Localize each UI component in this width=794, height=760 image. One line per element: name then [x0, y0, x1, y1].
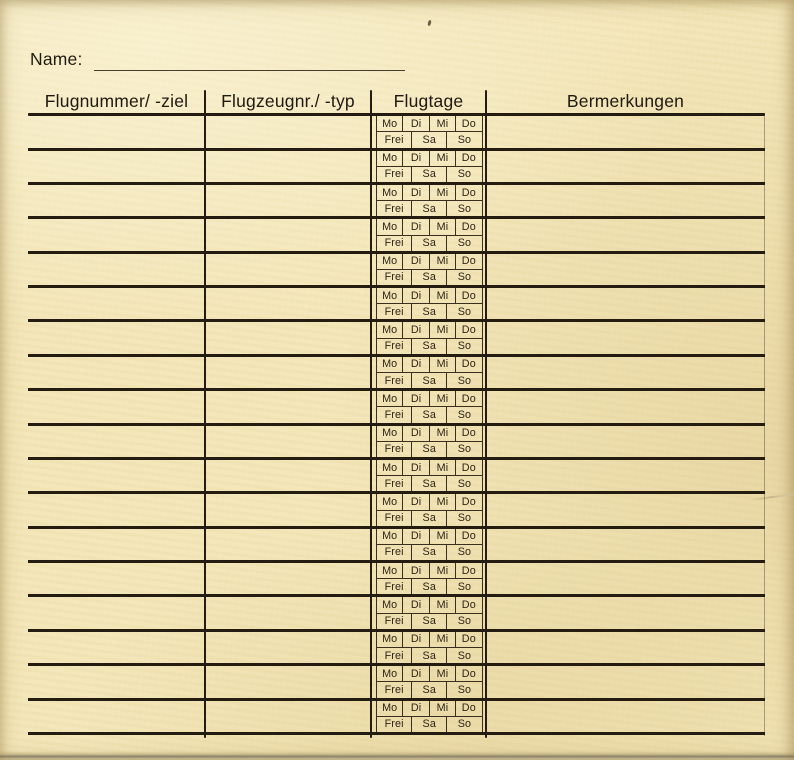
flugnummer-cell[interactable]	[28, 254, 205, 285]
day-do-cell[interactable]: Do	[461, 358, 476, 371]
day-di-cell[interactable]: Di	[403, 529, 429, 544]
day-do-cell[interactable]: Do	[461, 392, 476, 405]
flugnummer-cell[interactable]	[28, 288, 205, 319]
flugnummer-cell[interactable]	[28, 357, 205, 388]
day-so-cell[interactable]: So	[457, 443, 472, 456]
day-di-cell[interactable]: Di	[403, 391, 429, 406]
day-mi-cell[interactable]: Mi	[430, 597, 456, 612]
flugzeugnr-cell[interactable]	[205, 701, 371, 732]
weekday-row	[377, 219, 482, 235]
day-di-cell[interactable]: Di	[403, 185, 429, 200]
day-mo-cell[interactable]: Mo	[377, 357, 403, 372]
day-sa-cell[interactable]: Sa	[412, 304, 447, 319]
day-frei-cell[interactable]: Frei	[377, 304, 412, 319]
table-row	[28, 288, 765, 322]
paper-bottom-edge	[0, 751, 794, 760]
flugzeugnr-cell[interactable]	[205, 185, 371, 216]
day-mi-cell[interactable]: Mi	[430, 288, 456, 303]
weekend-row	[377, 579, 482, 594]
flugzeugnr-cell[interactable]	[205, 322, 371, 353]
weekday-row	[377, 632, 482, 648]
flugtage-grid	[376, 288, 483, 319]
weekend-row	[377, 236, 482, 251]
name-input-line[interactable]	[94, 52, 405, 71]
day-frei-cell[interactable]: Frei	[377, 614, 412, 629]
flugzeugnr-cell[interactable]	[205, 597, 371, 628]
day-mi-cell[interactable]: Mi	[430, 666, 456, 681]
day-do-cell[interactable]: Do	[461, 220, 476, 233]
weekday-row	[377, 185, 482, 201]
name-label: Name:	[30, 49, 83, 69]
flugnummer-cell[interactable]	[28, 391, 205, 422]
day-di-cell[interactable]: Di	[403, 151, 429, 166]
day-di-cell[interactable]: Di	[403, 460, 429, 475]
flugnummer-cell[interactable]	[28, 666, 205, 697]
weekend-row	[377, 476, 482, 491]
flugzeugnr-cell[interactable]	[205, 460, 371, 491]
day-mo-cell[interactable]: Mo	[377, 529, 403, 544]
day-so-cell[interactable]: So	[457, 340, 472, 353]
table-row	[28, 563, 765, 597]
day-mi-cell[interactable]: Mi	[430, 632, 456, 647]
day-frei-cell[interactable]: Frei	[377, 545, 412, 560]
weekday-row	[377, 426, 482, 442]
flugnummer-cell[interactable]	[28, 151, 205, 182]
day-frei-cell[interactable]: Frei	[377, 201, 412, 216]
day-di-cell[interactable]: Di	[403, 666, 429, 681]
day-di-cell[interactable]: Di	[403, 632, 429, 647]
day-mi-cell[interactable]: Mi	[430, 254, 456, 269]
day-do-cell[interactable]: Do	[461, 530, 476, 543]
flugtage-grid	[376, 597, 483, 628]
flugzeugnr-cell[interactable]	[205, 494, 371, 525]
day-do-cell[interactable]: Do	[461, 289, 476, 302]
flugzeugnr-cell[interactable]	[205, 288, 371, 319]
bemerkungen-cell[interactable]	[486, 357, 765, 388]
flugzeugnr-cell[interactable]	[205, 426, 371, 457]
day-mo-cell[interactable]: Mo	[377, 563, 403, 578]
day-so-cell[interactable]: So	[457, 477, 472, 490]
day-mi-cell[interactable]: Mi	[430, 391, 456, 406]
bemerkungen-cell[interactable]	[486, 666, 765, 697]
day-so-cell[interactable]: So	[457, 133, 472, 146]
day-mo-cell[interactable]: Mo	[377, 254, 403, 269]
day-sa-cell[interactable]: Sa	[412, 132, 447, 147]
day-frei-cell[interactable]: Frei	[377, 476, 412, 491]
day-mi-cell[interactable]: Mi	[430, 116, 456, 131]
weekend-row	[377, 270, 482, 285]
bemerkungen-cell[interactable]	[486, 563, 765, 594]
flugnummer-cell[interactable]	[28, 563, 205, 594]
day-do-cell[interactable]: Do	[461, 599, 476, 612]
table-row	[28, 357, 765, 391]
table-row	[28, 391, 765, 425]
day-di-cell[interactable]: Di	[403, 357, 429, 372]
flugtage-grid	[376, 391, 483, 422]
flugzeugnr-cell[interactable]	[205, 357, 371, 388]
bemerkungen-cell[interactable]	[486, 322, 765, 353]
weekday-row	[377, 322, 482, 338]
day-so-cell[interactable]: So	[457, 168, 472, 181]
bemerkungen-cell[interactable]	[486, 288, 765, 319]
flugtage-grid	[376, 219, 483, 250]
weekday-row	[377, 254, 482, 270]
flugzeugnr-cell[interactable]	[205, 529, 371, 560]
day-sa-cell[interactable]: Sa	[412, 648, 447, 663]
weekday-row	[377, 529, 482, 545]
day-so-cell[interactable]: So	[457, 615, 472, 628]
day-mi-cell[interactable]: Mi	[430, 701, 456, 716]
weekday-row	[377, 151, 482, 167]
day-mo-cell[interactable]: Mo	[377, 666, 403, 681]
flugtage-grid	[376, 460, 483, 491]
day-do-cell[interactable]: Do	[461, 117, 476, 130]
flugzeugnr-cell[interactable]	[205, 632, 371, 663]
weekend-row	[377, 201, 482, 216]
day-sa-cell[interactable]: Sa	[412, 579, 447, 594]
table-row	[28, 632, 765, 666]
day-frei-cell[interactable]: Frei	[377, 236, 412, 251]
day-sa-cell[interactable]: Sa	[412, 201, 447, 216]
weekday-row	[377, 666, 482, 682]
bemerkungen-cell[interactable]	[486, 494, 765, 525]
weekday-row	[377, 116, 482, 132]
day-do-cell[interactable]: Do	[461, 633, 476, 646]
day-sa-cell[interactable]: Sa	[412, 511, 447, 526]
flugtage-grid	[376, 116, 483, 147]
day-sa-cell[interactable]: Sa	[412, 442, 447, 457]
flugtage-grid	[376, 185, 483, 216]
weekend-row	[377, 682, 482, 697]
flugnummer-cell[interactable]	[28, 460, 205, 491]
day-mo-cell[interactable]: Mo	[377, 597, 403, 612]
flugzeugnr-cell[interactable]	[205, 116, 371, 147]
day-sa-cell[interactable]: Sa	[412, 167, 447, 182]
table-row	[28, 494, 765, 528]
day-di-cell[interactable]: Di	[403, 563, 429, 578]
bemerkungen-cell[interactable]	[486, 426, 765, 457]
day-do-cell[interactable]: Do	[461, 461, 476, 474]
table-row	[28, 460, 765, 494]
flugzeugnr-cell[interactable]	[205, 151, 371, 182]
day-mo-cell[interactable]: Mo	[377, 116, 403, 131]
weekend-row	[377, 407, 482, 422]
day-di-cell[interactable]: Di	[403, 494, 429, 509]
day-mo-cell[interactable]: Mo	[377, 322, 403, 337]
weekend-row	[377, 373, 482, 388]
day-sa-cell[interactable]: Sa	[412, 717, 447, 732]
day-frei-cell[interactable]: Frei	[377, 717, 412, 732]
weekend-row	[377, 442, 482, 457]
day-mi-cell[interactable]: Mi	[430, 563, 456, 578]
flugnummer-cell[interactable]	[28, 322, 205, 353]
day-mi-cell[interactable]: Mi	[430, 460, 456, 475]
weekday-row	[377, 357, 482, 373]
day-mo-cell[interactable]: Mo	[377, 185, 403, 200]
day-frei-cell[interactable]: Frei	[377, 442, 412, 457]
flugtage-grid	[376, 494, 483, 525]
flugnummer-cell[interactable]	[28, 632, 205, 663]
flugnummer-cell[interactable]	[28, 701, 205, 732]
day-do-cell[interactable]: Do	[461, 564, 476, 577]
day-mi-cell[interactable]: Mi	[430, 357, 456, 372]
day-mi-cell[interactable]: Mi	[430, 494, 456, 509]
table-row	[28, 116, 765, 150]
weekend-row	[377, 511, 482, 526]
day-so-cell[interactable]: So	[457, 374, 472, 387]
weekend-row	[377, 304, 482, 319]
day-so-cell[interactable]: So	[457, 305, 472, 318]
day-frei-cell[interactable]: Frei	[377, 579, 412, 594]
flugtage-grid	[376, 426, 483, 457]
flugtage-grid	[376, 357, 483, 388]
day-do-cell[interactable]: Do	[461, 702, 476, 715]
flugtage-grid	[376, 254, 483, 285]
day-sa-cell[interactable]: Sa	[412, 236, 447, 251]
day-di-cell[interactable]: Di	[403, 701, 429, 716]
day-mi-cell[interactable]: Mi	[430, 426, 456, 441]
flugzeugnr-cell[interactable]	[205, 391, 371, 422]
day-frei-cell[interactable]: Frei	[377, 511, 412, 526]
flugnummer-cell[interactable]	[28, 597, 205, 628]
day-mo-cell[interactable]: Mo	[377, 426, 403, 441]
bemerkungen-cell[interactable]	[486, 151, 765, 182]
flugtage-grid	[376, 701, 483, 732]
bemerkungen-cell[interactable]	[486, 460, 765, 491]
day-sa-cell[interactable]: Sa	[412, 339, 447, 354]
weekend-row	[377, 614, 482, 629]
day-sa-cell[interactable]: Sa	[412, 682, 447, 697]
day-di-cell[interactable]: Di	[403, 597, 429, 612]
day-so-cell[interactable]: So	[457, 683, 472, 696]
day-so-cell[interactable]: So	[457, 237, 472, 250]
flugnummer-cell[interactable]	[28, 219, 205, 250]
weekday-row	[377, 563, 482, 579]
flugnummer-cell[interactable]	[28, 116, 205, 147]
flugtage-grid	[376, 666, 483, 697]
day-do-cell[interactable]: Do	[461, 427, 476, 440]
weekday-row	[377, 288, 482, 304]
day-mo-cell[interactable]: Mo	[377, 494, 403, 509]
day-mo-cell[interactable]: Mo	[377, 391, 403, 406]
weekend-row	[377, 167, 482, 182]
day-di-cell[interactable]: Di	[403, 322, 429, 337]
day-mo-cell[interactable]: Mo	[377, 460, 403, 475]
day-so-cell[interactable]: So	[457, 546, 472, 559]
table-row	[28, 219, 765, 253]
day-do-cell[interactable]: Do	[461, 255, 476, 268]
day-frei-cell[interactable]: Frei	[377, 167, 412, 182]
weekday-row	[377, 494, 482, 510]
bemerkungen-cell[interactable]	[486, 391, 765, 422]
day-so-cell[interactable]: So	[457, 271, 472, 284]
flugzeugnr-cell[interactable]	[205, 219, 371, 250]
day-sa-cell[interactable]: Sa	[412, 476, 447, 491]
day-mi-cell[interactable]: Mi	[430, 185, 456, 200]
day-mo-cell[interactable]: Mo	[377, 701, 403, 716]
weekday-row	[377, 460, 482, 476]
day-so-cell[interactable]: So	[457, 580, 472, 593]
ink-speck	[427, 20, 431, 27]
weekend-row	[377, 132, 482, 147]
bemerkungen-cell[interactable]	[486, 219, 765, 250]
table-body	[28, 116, 765, 735]
day-mi-cell[interactable]: Mi	[430, 219, 456, 234]
flugtage-grid	[376, 563, 483, 594]
table-row	[28, 254, 765, 288]
day-so-cell[interactable]: So	[457, 649, 472, 662]
day-frei-cell[interactable]: Frei	[377, 648, 412, 663]
bemerkungen-cell[interactable]	[486, 597, 765, 628]
flugnummer-cell[interactable]	[28, 185, 205, 216]
day-frei-cell[interactable]: Frei	[377, 132, 412, 147]
day-so-cell[interactable]: So	[457, 202, 472, 215]
bemerkungen-cell[interactable]	[486, 254, 765, 285]
header-bemerkungen: Bermerkungen	[566, 91, 685, 111]
table-row	[28, 322, 765, 356]
bemerkungen-cell[interactable]	[486, 632, 765, 663]
day-do-cell[interactable]: Do	[461, 495, 476, 508]
flugtage-grid	[376, 322, 483, 353]
header-flugnummer: Flugnummer/ -ziel	[44, 91, 189, 111]
day-do-cell[interactable]: Do	[461, 152, 476, 165]
day-mo-cell[interactable]: Mo	[377, 219, 403, 234]
flugzeugnr-cell[interactable]	[205, 254, 371, 285]
header-flugtage: Flugtage	[393, 91, 464, 111]
day-di-cell[interactable]: Di	[403, 219, 429, 234]
day-frei-cell[interactable]: Frei	[377, 407, 412, 422]
day-sa-cell[interactable]: Sa	[412, 373, 447, 388]
table-row	[28, 701, 765, 735]
day-di-cell[interactable]: Di	[403, 426, 429, 441]
table-row	[28, 666, 765, 700]
bemerkungen-cell[interactable]	[486, 529, 765, 560]
table-row	[28, 426, 765, 460]
flugnummer-cell[interactable]	[28, 494, 205, 525]
day-di-cell[interactable]: Di	[403, 116, 429, 131]
day-mo-cell[interactable]: Mo	[377, 151, 403, 166]
table-row	[28, 597, 765, 631]
weekday-row	[377, 391, 482, 407]
day-mi-cell[interactable]: Mi	[430, 322, 456, 337]
weekend-row	[377, 339, 482, 354]
flugnummer-cell[interactable]	[28, 529, 205, 560]
bemerkungen-cell[interactable]	[486, 185, 765, 216]
table-row	[28, 151, 765, 185]
flugtage-grid	[376, 529, 483, 560]
weekend-row	[377, 717, 482, 732]
flugzeugnr-cell[interactable]	[205, 563, 371, 594]
weekend-row	[377, 545, 482, 560]
weekday-row	[377, 597, 482, 613]
day-mo-cell[interactable]: Mo	[377, 632, 403, 647]
day-sa-cell[interactable]: Sa	[412, 407, 447, 422]
table-row	[28, 185, 765, 219]
day-di-cell[interactable]: Di	[403, 288, 429, 303]
day-sa-cell[interactable]: Sa	[412, 545, 447, 560]
day-frei-cell[interactable]: Frei	[377, 373, 412, 388]
day-mi-cell[interactable]: Mi	[430, 151, 456, 166]
day-mi-cell[interactable]: Mi	[430, 529, 456, 544]
day-frei-cell[interactable]: Frei	[377, 339, 412, 354]
flugtage-grid	[376, 632, 483, 663]
weekend-row	[377, 648, 482, 663]
flugzeugnr-cell[interactable]	[205, 666, 371, 697]
flugnummer-cell[interactable]	[28, 426, 205, 457]
day-di-cell[interactable]: Di	[403, 254, 429, 269]
flugtage-grid	[376, 151, 483, 182]
day-do-cell[interactable]: Do	[461, 186, 476, 199]
day-sa-cell[interactable]: Sa	[412, 614, 447, 629]
day-do-cell[interactable]: Do	[461, 667, 476, 680]
day-frei-cell[interactable]: Frei	[377, 682, 412, 697]
day-do-cell[interactable]: Do	[461, 324, 476, 337]
day-sa-cell[interactable]: Sa	[412, 270, 447, 285]
bemerkungen-cell[interactable]	[486, 701, 765, 732]
weekday-row	[377, 701, 482, 717]
bemerkungen-cell[interactable]	[486, 116, 765, 147]
day-so-cell[interactable]: So	[457, 718, 472, 731]
day-mo-cell[interactable]: Mo	[377, 288, 403, 303]
day-so-cell[interactable]: So	[457, 512, 472, 525]
table-row	[28, 529, 765, 563]
header-flugzeugnr: Flugzeugnr./ -typ	[221, 91, 355, 111]
day-so-cell[interactable]: So	[457, 408, 472, 421]
day-frei-cell[interactable]: Frei	[377, 270, 412, 285]
